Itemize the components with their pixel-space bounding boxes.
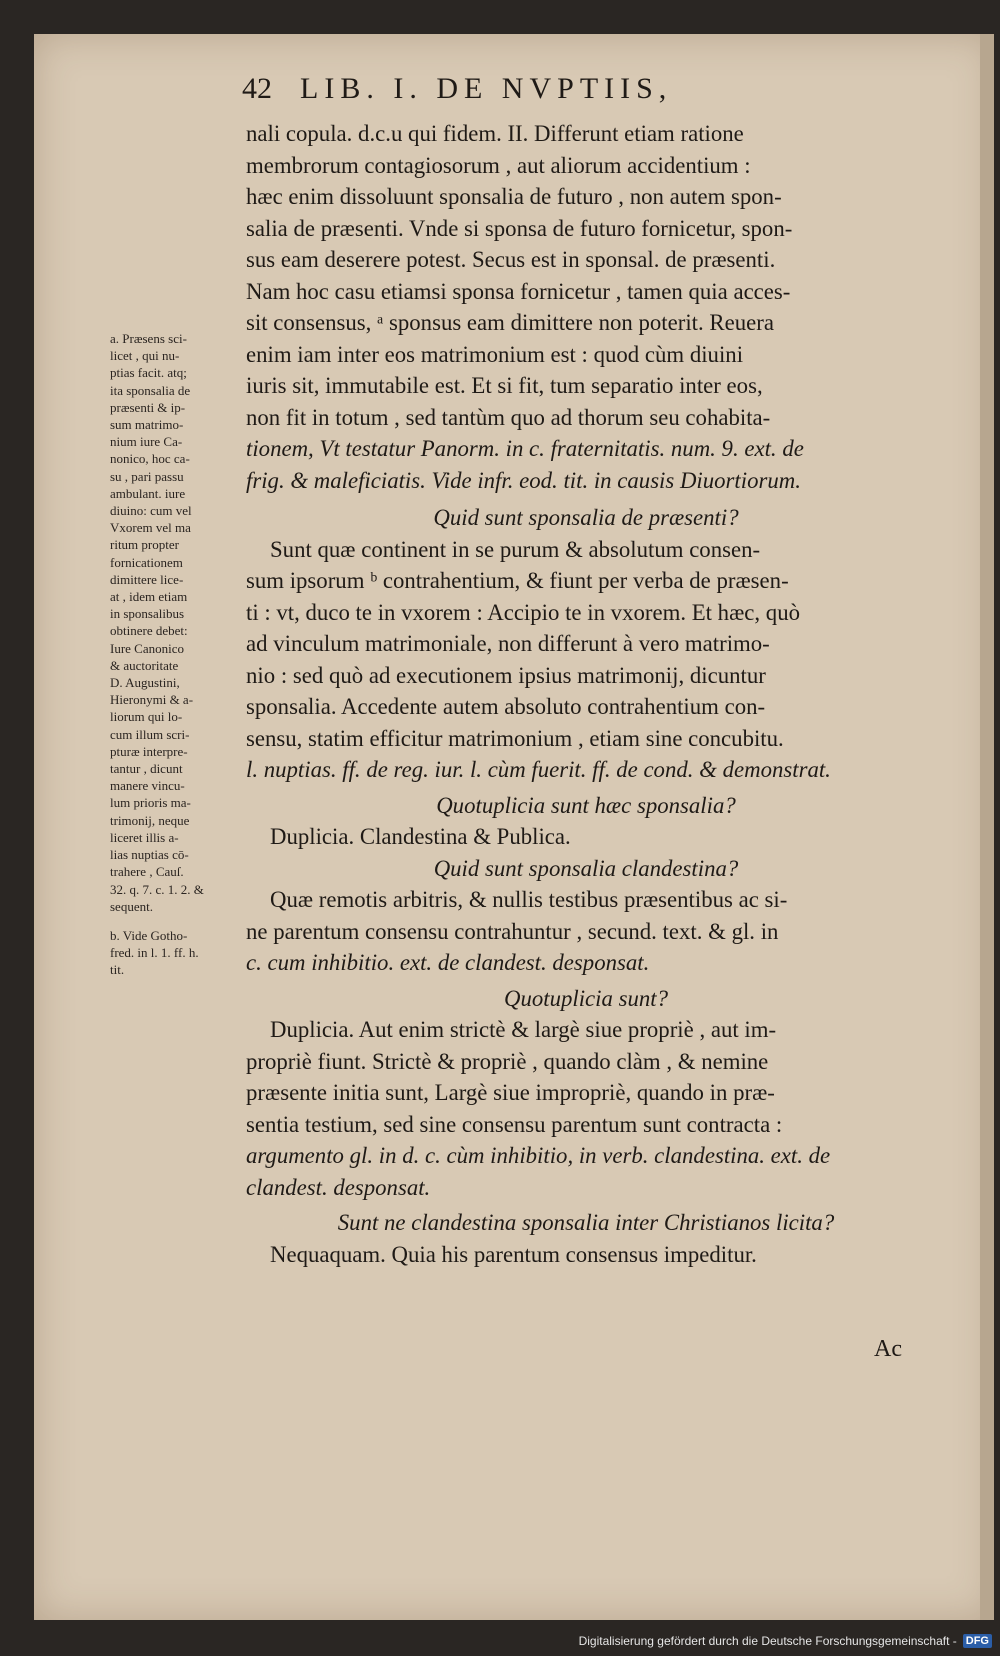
text-line: argumento gl. in d. c. cùm inhibitio, in verb. clandestina. ext. de <box>246 1143 831 1168</box>
question-heading: Quid sunt sponsalia de præsenti? <box>433 505 739 530</box>
marginal-note-line: tantur , dicunt <box>110 761 183 777</box>
text-line: Duplicia. Clandestina & Publica. <box>270 824 571 849</box>
question-heading: Quotuplicia sunt? <box>503 985 668 1011</box>
answer-paragraph <box>246 1014 926 1203</box>
marginal-note-line: Vxorem vel ma <box>110 520 191 536</box>
text-line: sit consensus, ᵃ sponsus eam dimittere non poterit. Reuera <box>246 310 774 335</box>
text-line: nali copula. d.c.u qui fidem. II. Differunt etiam ratione <box>246 121 744 146</box>
text-line: sus eam deserere potest. Secus est in sponsal. de præsenti. <box>246 247 776 272</box>
text-line: clandest. desponsat. <box>246 1174 431 1200</box>
marginal-note-line: & auctoritate <box>110 657 179 673</box>
text-line: nio : sed quò ad executionem ipsius matrimonij, dicuntur <box>246 662 766 688</box>
marginal-note-line: at , idem etiam <box>110 589 188 605</box>
marginal-note-line: liorum qui lo- <box>110 709 183 725</box>
text-line: Sunt quæ continent in se purum & absolutum consen- <box>270 536 761 562</box>
marginal-note-line: trimonij, neque <box>110 812 190 828</box>
text-line: c. cum inhibitio. ext. de clandest. desponsat. <box>246 950 650 975</box>
text-line: Quæ remotis arbitris, & nullis testibus præsentibus ac si- <box>270 887 788 912</box>
marginal-note-line: manere vincu- <box>110 778 185 794</box>
answer-paragraph <box>246 821 926 853</box>
text-line: frig. & maleficiatis. Vide infr. eod. tit. in causis Diuortiorum. <box>246 467 801 493</box>
text-line: Nam hoc casu etiamsi sponsa fornicetur , tamen quia acces- <box>246 278 791 304</box>
question-heading: Quotuplicia sunt hæc sponsalia? <box>436 792 736 818</box>
dfg-logo-icon: DFG <box>963 1634 992 1648</box>
question-heading: Sunt ne clandestina sponsalia inter Christianos licita? <box>337 1210 835 1235</box>
marginal-note-line: b. Vide Gotho- <box>110 927 188 943</box>
marginal-note-line: liceret illis a- <box>110 829 179 845</box>
marginal-note-line: lias nuptias cō- <box>110 847 189 863</box>
text-line: tionem, Vt testatur Panorm. in c. fraternitatis. num. 9. ext. de <box>246 436 804 461</box>
text-line: non fit in totum , sed tantùm quo ad thorum seu cohabita- <box>246 404 771 430</box>
marginal-note-line: sum matrimo- <box>110 417 184 433</box>
text-line: sponsalia. Accedente autem absoluto contrahentium con- <box>246 694 766 719</box>
marginal-note-line: ita sponsalia de <box>110 382 191 398</box>
marginal-note-line: lum prioris ma- <box>110 795 191 811</box>
marginal-note-line: nonico, hoc ca- <box>110 451 190 467</box>
footer-text: Digitalisierung gefördert durch die Deutsche Forschungsgemeinschaft - <box>578 1634 957 1648</box>
page-edge <box>980 34 994 1620</box>
marginal-note-line: obtinere debet: <box>110 623 188 639</box>
marginal-note-line: fred. in l. 1. ff. h. <box>110 945 199 961</box>
note-gap <box>110 915 260 927</box>
marginal-note-line: a. Præsens sci- <box>110 331 187 346</box>
text-line: l. nuptias. ff. de reg. iur. l. cùm fuerit. ff. de cond. & demonstrat. <box>246 757 831 782</box>
text-line: salia de præsenti. Vnde si sponsa de futuro fornicetur, spon- <box>246 215 793 241</box>
answer-paragraph <box>246 884 926 979</box>
answer-paragraph <box>246 534 926 786</box>
marginal-note-line: trahere , Cauſ. <box>110 864 184 880</box>
marginal-note-b <box>110 927 260 979</box>
catchword: Ac <box>874 1336 902 1362</box>
running-header <box>242 72 822 116</box>
text-line: membrorum contagiosorum , aut aliorum accidentium : <box>246 152 751 178</box>
marginal-note-line: sequent. <box>110 898 153 914</box>
question-heading: Quid sunt sponsalia clandestina? <box>433 855 739 881</box>
running-title: LIB. I. DE NVPTIIS, <box>300 72 673 105</box>
text-line: ad vinculum matrimoniale, non differunt à vero matrimo- <box>246 631 770 656</box>
marginal-note-line: Iure Canonico <box>110 640 185 656</box>
marginal-note-line: nium iure Ca- <box>110 434 183 450</box>
text-line: præsente initia sunt, Largè siue impropriè, quando in præ- <box>246 1080 775 1105</box>
marginal-note-line: ritum propter <box>110 537 179 553</box>
marginal-note-line: 32. q. 7. c. 1. 2. & <box>110 881 204 897</box>
text-line: ti : vt, duco te in vxorem : Accipio te in vxorem. Et hæc, quò <box>246 599 800 625</box>
text-line: Nequaquam. Quia his parentum consensus impeditur. <box>270 1241 757 1267</box>
marginal-note-line: ambulant. iure <box>110 485 186 501</box>
text-line: propriè fiunt. Strictè & propriè , quando clàm , & nemine <box>246 1048 769 1074</box>
marginal-note-line: Hieronymi & a- <box>110 692 194 708</box>
marginal-note-line: cum illum scri- <box>110 726 190 742</box>
marginal-notes <box>110 330 260 979</box>
text-line: sum ipsorum ᵇ contrahentium, & fiunt per verba de præsen- <box>246 568 789 593</box>
text-line: enim iam inter eos matrimonium est : quod cùm diuini <box>246 341 744 367</box>
marginal-note-line: præsenti & ip- <box>110 399 186 415</box>
main-text <box>246 118 926 1270</box>
marginal-note-line: tit. <box>110 962 125 978</box>
marginal-note-line: in sponsalibus <box>110 606 185 622</box>
marginal-note-line: pturæ interpre- <box>110 743 188 759</box>
text-line: iuris sit, immutabile est. Et si fit, tum separatio inter eos, <box>246 373 763 398</box>
marginal-note-line: dimittere lice- <box>110 571 184 587</box>
marginal-note-line: D. Augustini, <box>110 675 180 691</box>
text-line: sentia testium, sed sine consensu parentum sunt contracta : <box>246 1111 783 1137</box>
marginal-note-a <box>110 330 260 915</box>
text-line: ne parentum consensu contrahuntur , secund. text. & gl. in <box>246 918 779 944</box>
page-number: 42 <box>242 72 272 105</box>
answer-paragraph <box>246 1239 926 1271</box>
text-line: Duplicia. Aut enim strictè & largè siue propriè , aut im- <box>270 1017 777 1042</box>
text-line: hæc enim dissoluunt sponsalia de futuro , non autem spon- <box>246 184 782 209</box>
digitization-footer <box>579 1632 992 1650</box>
marginal-note-line: ptias facit. atq; <box>110 365 187 381</box>
marginal-note-line: licet , qui nu- <box>110 348 180 364</box>
marginal-note-line: fornicationem <box>110 554 183 570</box>
opening-paragraph <box>246 118 926 496</box>
text-line: sensu, statim efficitur matrimonium , etiam sine concubitu. <box>246 725 784 751</box>
marginal-note-line: su , pari passu <box>110 468 184 484</box>
marginal-note-line: diuino: cum vel <box>110 503 192 519</box>
